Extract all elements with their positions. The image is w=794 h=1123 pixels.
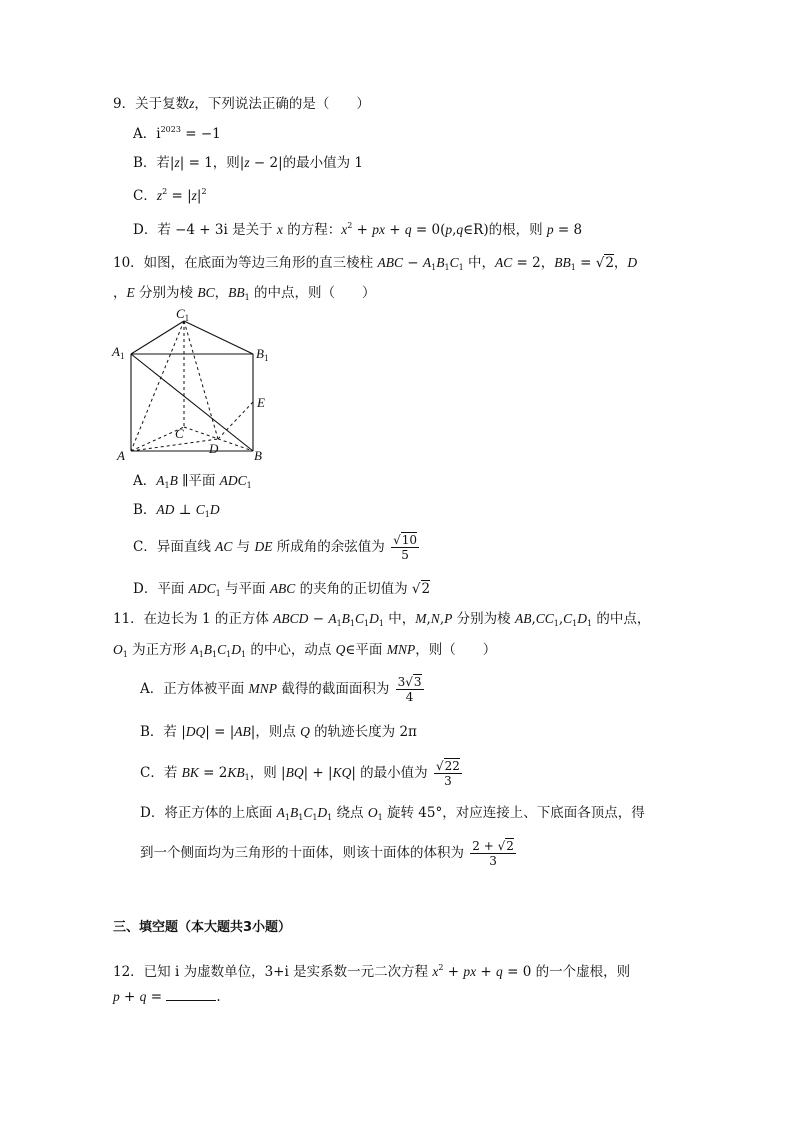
q11-option-d-line2: 到一个侧面均为三角形的十面体，则该十面体的体积为 $\frac{2 + √2}{3}$ — [140, 839, 514, 868]
label-a1: $A_1$ — [112, 344, 125, 361]
label-d: D — [209, 441, 219, 456]
q9-option-a: A．$i^{2023} = -1$ — [133, 125, 221, 142]
label-b1: $B_1$ — [256, 346, 269, 363]
section-heading: 三、填空题（本大题共3小题） — [113, 920, 292, 935]
q11-option-a: A．正方体被平面 MNP 截得的截面面积为 $\frac{3√3}{4}$ — [140, 675, 422, 704]
label-b: B — [254, 448, 262, 463]
q11-stem-line2: $O_1$ 为正方形 $A_1B_1C_1D_1$ 的中心，动点 Q∈平面 MNP，则（ ） — [113, 642, 497, 659]
prism-figure — [110, 308, 280, 463]
q11-option-d-line1: D．将正方体的上底面 $A_1B_1C_1D_1$ 绕点 $O_1$ 旋转 45°，对应连接上、下底面各顶点，得 — [140, 805, 645, 822]
q10-option-c: C．异面直线 AC 与 DE 所成角的余弦值为 $\frac{√10}{5}$ — [133, 533, 418, 562]
q12-stem-line1: 12．已知 i 为虚数单位，3+i 是实系数一元二次方程 $x^2$ + px + q = 0 的一个虚根，则 — [113, 963, 631, 980]
q11-option-b: B．若 |DQ| = |AB|，则点 Q 的轨迹长度为 2π — [140, 724, 417, 740]
q9-stem: 9．关于复数z，下列说法正确的是（ ） — [113, 96, 370, 112]
q11-option-c: C．若 BK = $2KB_1$，则 |BQ| + |KQ| 的最小值为 $\frac{√22}{3}$ — [140, 759, 460, 788]
q9-option-d: D．若 −4 + 3i 是关于 x 的方程：$x^2$ + px + q = 0(p,q∈R)的根，则 p = 8 — [133, 221, 583, 238]
q10-option-b: B．AD ⊥ $C_1D$ — [133, 502, 220, 519]
q10-option-a: A．$A_1B$ ∥平面 $ADC_1$ — [133, 473, 252, 490]
label-a: A — [117, 448, 125, 463]
q10-option-d: D．平面 $ADC_1$ 与平面 ABC 的夹角的正切值为 √2 — [133, 581, 431, 598]
q11-stem-line1: 11．在边长为 1 的正方体 ABCD − $A_1B_1C_1D_1$ 中，M,N,P 分别为棱 $AB,CC_1,C_1D_1$ 的中点， — [113, 611, 651, 628]
q10-stem-line2: ，E 分别为棱 BC，$BB_1$ 的中点，则（ ） — [113, 285, 376, 302]
label-c: C — [175, 426, 184, 441]
answer-blank[interactable] — [166, 990, 216, 1001]
q12-stem-line2: p + q = . — [113, 989, 221, 1005]
q9-option-b: B．若|z| = 1，则|z − 2|的最小值为 1 — [133, 155, 364, 171]
q9-option-c: C．$z^2 = |z|^2$ — [133, 187, 207, 204]
q10-stem-line1: 10．如图，在底面为等边三角形的直三棱柱 ABC − $A_1B_1C_1$ 中，AC = 2，$BB_1 = √2$，D — [113, 255, 638, 272]
label-e: E — [257, 395, 265, 410]
label-c1: $C_1$ — [176, 308, 190, 323]
